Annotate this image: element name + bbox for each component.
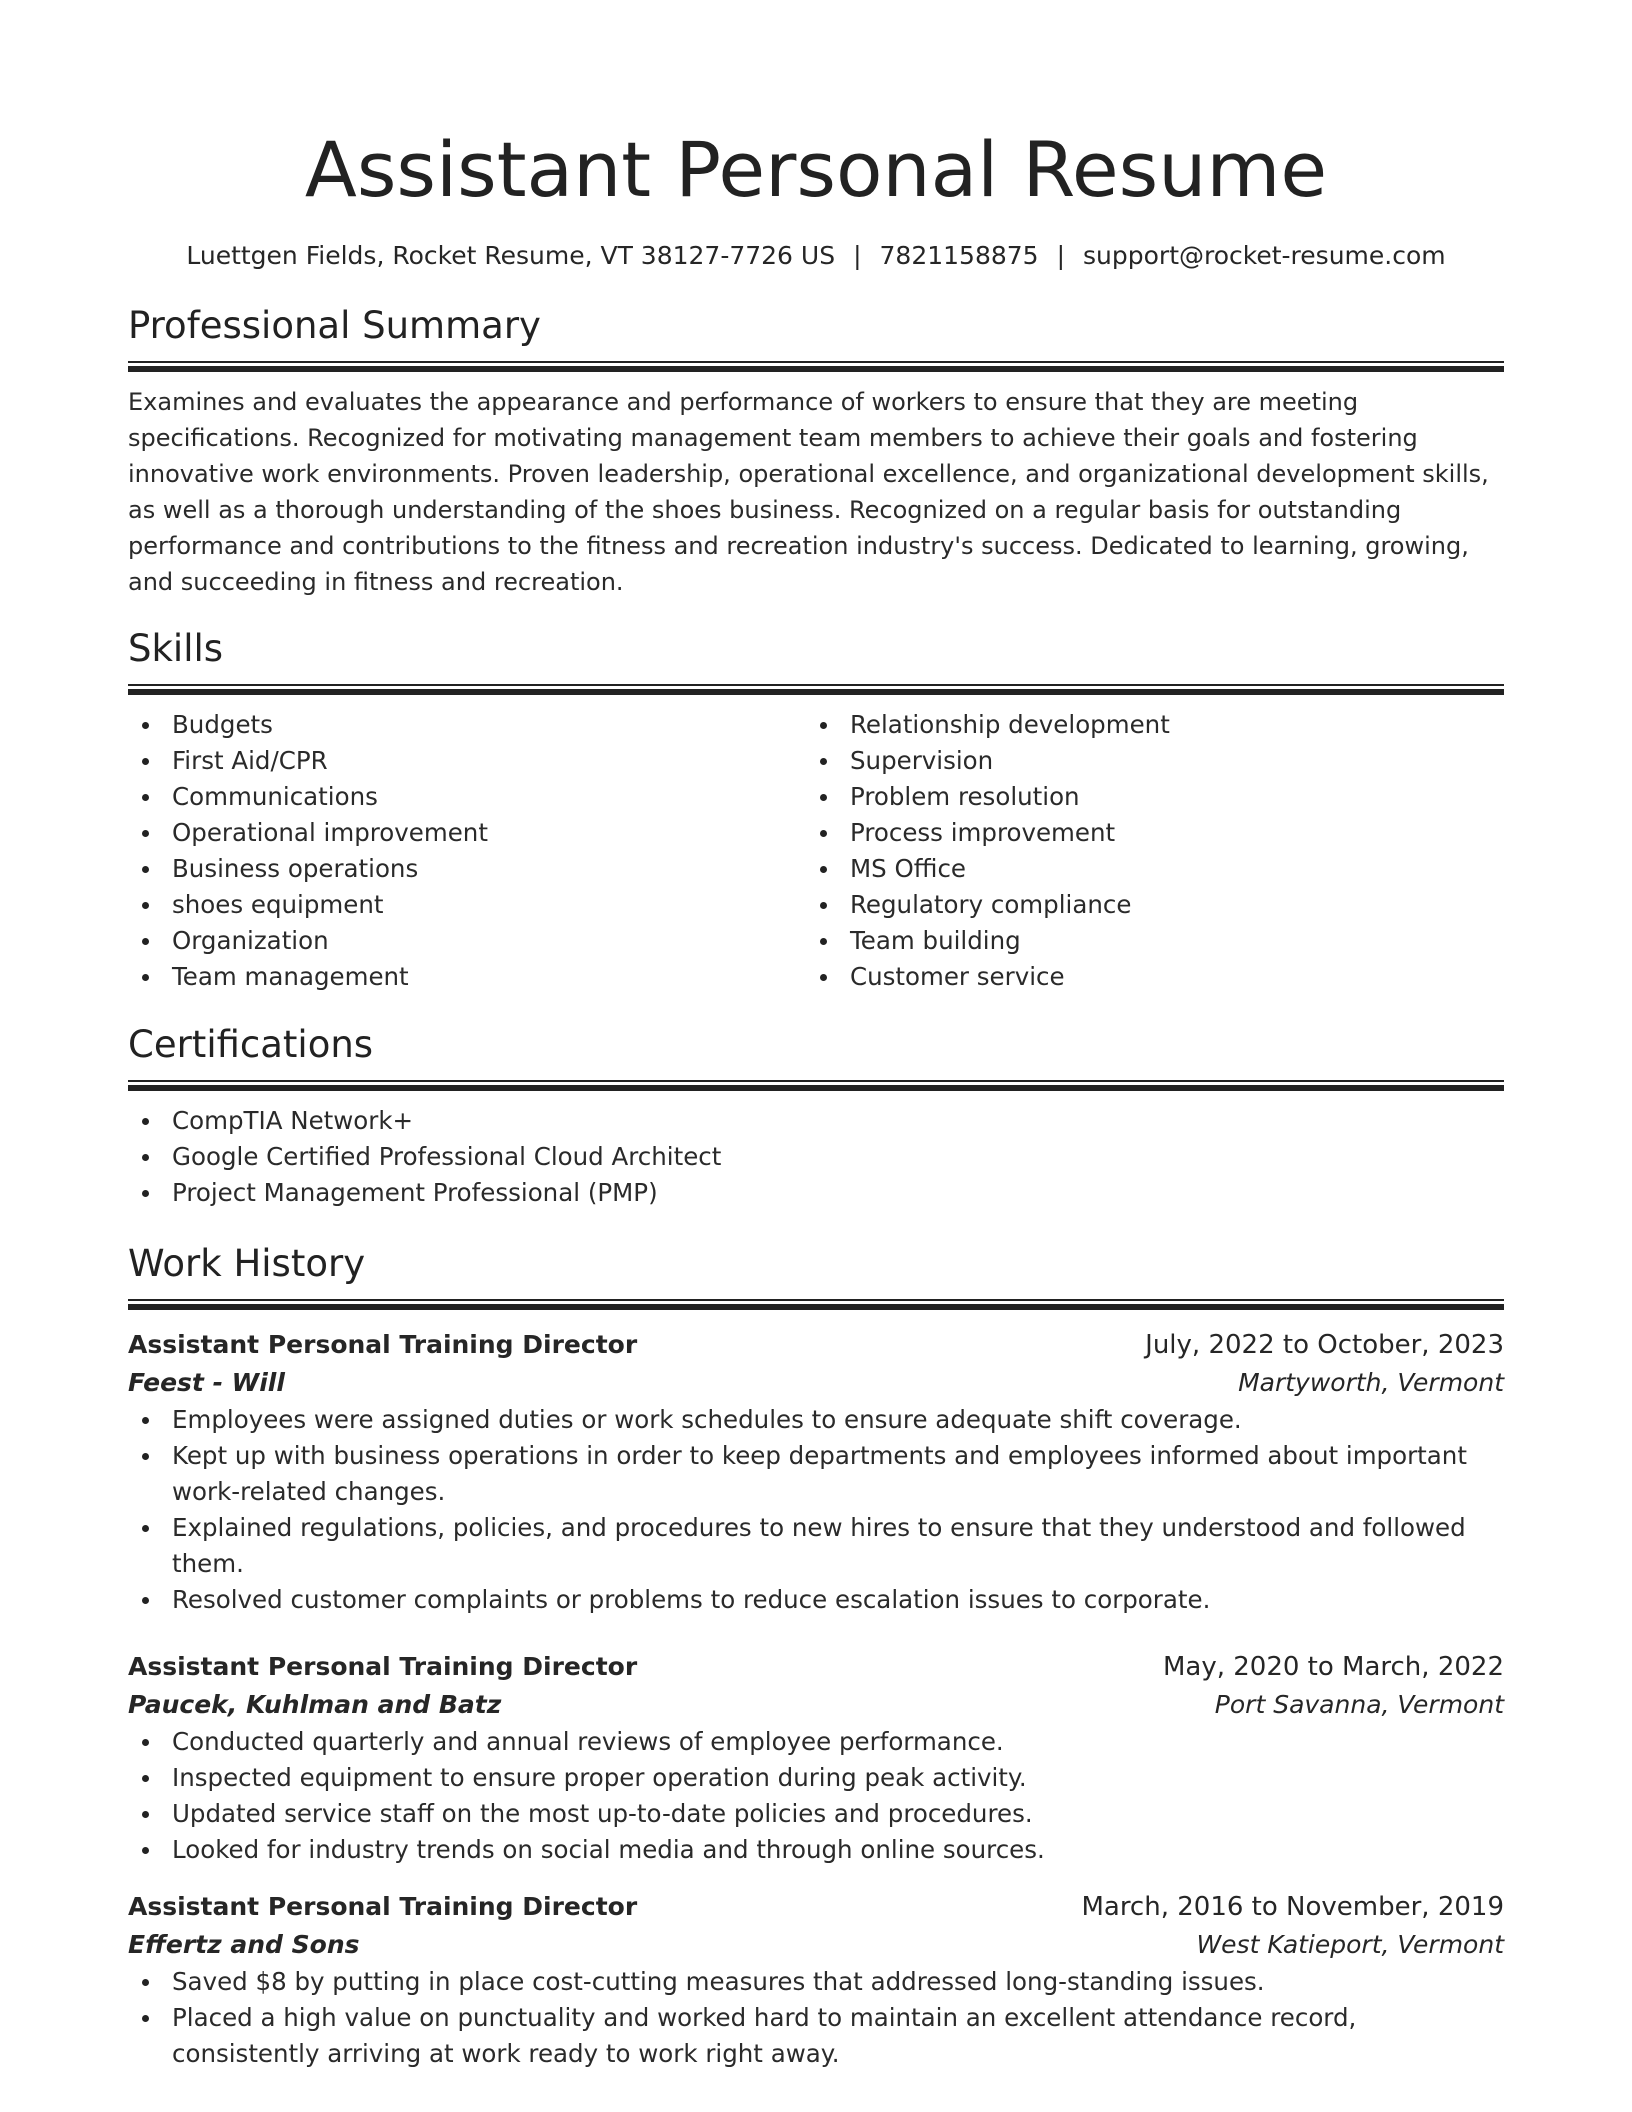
certifications-list	[128, 1103, 1504, 1211]
skills-list-left	[128, 707, 806, 995]
certification-item: Google Certified Professional Cloud Architect	[128, 1139, 1504, 1175]
job-dates: March, 2016 to November, 2019	[1081, 1892, 1504, 1922]
skill-item: First Aid/CPR	[128, 743, 806, 779]
section-divider	[128, 684, 1504, 695]
job-duty: Inspected equipment to ensure proper operation during peak activity.	[128, 1760, 1504, 1796]
resume-page	[128, 0, 1504, 2072]
skills-heading: Skills	[128, 627, 224, 670]
job-entry	[128, 1648, 1504, 1868]
summary-section	[128, 303, 1504, 600]
skill-item: Business operations	[128, 851, 806, 887]
job-duty: Conducted quarterly and annual reviews of employee performance.	[128, 1724, 1504, 1760]
skill-item: Customer service	[806, 959, 1484, 995]
job-duties-list	[128, 1964, 1504, 2072]
job-duty: Explained regulations, policies, and procedures to new hires to ensure that they understood and followed them.	[128, 1510, 1504, 1582]
job-duty: Employees were assigned duties or work schedules to ensure adequate shift coverage.	[128, 1402, 1504, 1438]
skill-item: Relationship development	[806, 707, 1484, 743]
skill-item: Problem resolution	[806, 779, 1484, 815]
job-duty: Resolved customer complaints or problems to reduce escalation issues to corporate.	[128, 1582, 1504, 1618]
skill-item: Team building	[806, 923, 1484, 959]
job-title: Assistant Personal Training Director	[128, 1330, 638, 1359]
job-header	[128, 1888, 1504, 1926]
job-company: Feest - Will	[128, 1368, 285, 1397]
contact-line	[128, 240, 1504, 272]
job-entry	[128, 1888, 1504, 2072]
skills-list-right	[806, 707, 1484, 995]
skill-item: Budgets	[128, 707, 806, 743]
skill-item: Organization	[128, 923, 806, 959]
job-title: Assistant Personal Training Director	[128, 1652, 638, 1681]
skill-item: Supervision	[806, 743, 1484, 779]
job-subheader	[128, 1364, 1504, 1402]
skills-section	[128, 626, 1504, 995]
job-duty: Saved $8 by putting in place cost-cutting measures that addressed long-standing issues.	[128, 1964, 1504, 2000]
work-history-heading: Work History	[128, 1242, 366, 1285]
job-location: West Katieport, Vermont	[1196, 1930, 1504, 1959]
job-duty: Kept up with business operations in order to keep departments and employees informed about important work-related changes.	[128, 1438, 1504, 1510]
job-duties-list	[128, 1402, 1504, 1618]
certifications-section	[128, 1022, 1504, 1211]
job-dates: July, 2022 to October, 2023	[1145, 1330, 1504, 1360]
job-header	[128, 1326, 1504, 1364]
skill-item: Process improvement	[806, 815, 1484, 851]
skills-columns	[128, 707, 1504, 995]
certifications-heading: Certifications	[128, 1023, 374, 1066]
certification-item: CompTIA Network+	[128, 1103, 1504, 1139]
skill-item: Communications	[128, 779, 806, 815]
job-location: Martyworth, Vermont	[1238, 1368, 1504, 1397]
job-duty: Looked for industry trends on social media and through online sources.	[128, 1832, 1504, 1868]
skill-item: Regulatory compliance	[806, 887, 1484, 923]
job-location: Port Savanna, Vermont	[1214, 1690, 1504, 1719]
section-divider	[128, 1299, 1504, 1310]
job-subheader	[128, 1686, 1504, 1724]
certification-item: Project Management Professional (PMP)	[128, 1175, 1504, 1211]
contact-address: Luettgen Fields, Rocket Resume, VT 38127-7726 US	[186, 241, 836, 270]
job-header	[128, 1648, 1504, 1686]
job-duties-list	[128, 1724, 1504, 1868]
job-duty: Updated service staff on the most up-to-date policies and procedures.	[128, 1796, 1504, 1832]
summary-heading: Professional Summary	[128, 304, 541, 347]
contact-phone: 7821158875	[879, 241, 1039, 270]
job-entry	[128, 1326, 1504, 1618]
job-duty: Placed a high value on punctuality and worked hard to maintain an excellent attendance record, consistently arriving at work ready to work right away.	[128, 2000, 1504, 2072]
resume-title: Assistant Personal Resume	[304, 125, 1328, 214]
skill-item: Team management	[128, 959, 806, 995]
contact-separator: |	[853, 241, 862, 270]
skill-item: shoes equipment	[128, 887, 806, 923]
skill-item: MS Office	[806, 851, 1484, 887]
section-divider	[128, 1080, 1504, 1091]
section-divider	[128, 361, 1504, 372]
job-company: Paucek, Kuhlman and Batz	[128, 1690, 502, 1719]
contact-email: support@rocket-resume.com	[1083, 241, 1446, 270]
work-history-section	[128, 1241, 1504, 2072]
job-title: Assistant Personal Training Director	[128, 1892, 638, 1921]
skill-item: Operational improvement	[128, 815, 806, 851]
job-subheader	[128, 1926, 1504, 1964]
summary-text: Examines and evaluates the appearance and performance of workers to ensure that they are meeting specifications. Recognized for motivating management team members to achieve their goals and fostering innovative work environments. Proven leadership, operational excellence, and organizational development skills, as well as a thorough understanding of the shoes business. Recognized on a regular basis for outstanding performance and contributions to the fitness and recreation industry's success. Dedicated to learning, growing, and succeeding in fitness and recreation.	[128, 388, 1489, 596]
contact-separator: |	[1056, 241, 1066, 270]
job-dates: May, 2020 to March, 2022	[1162, 1652, 1504, 1682]
job-company: Effertz and Sons	[128, 1930, 360, 1959]
